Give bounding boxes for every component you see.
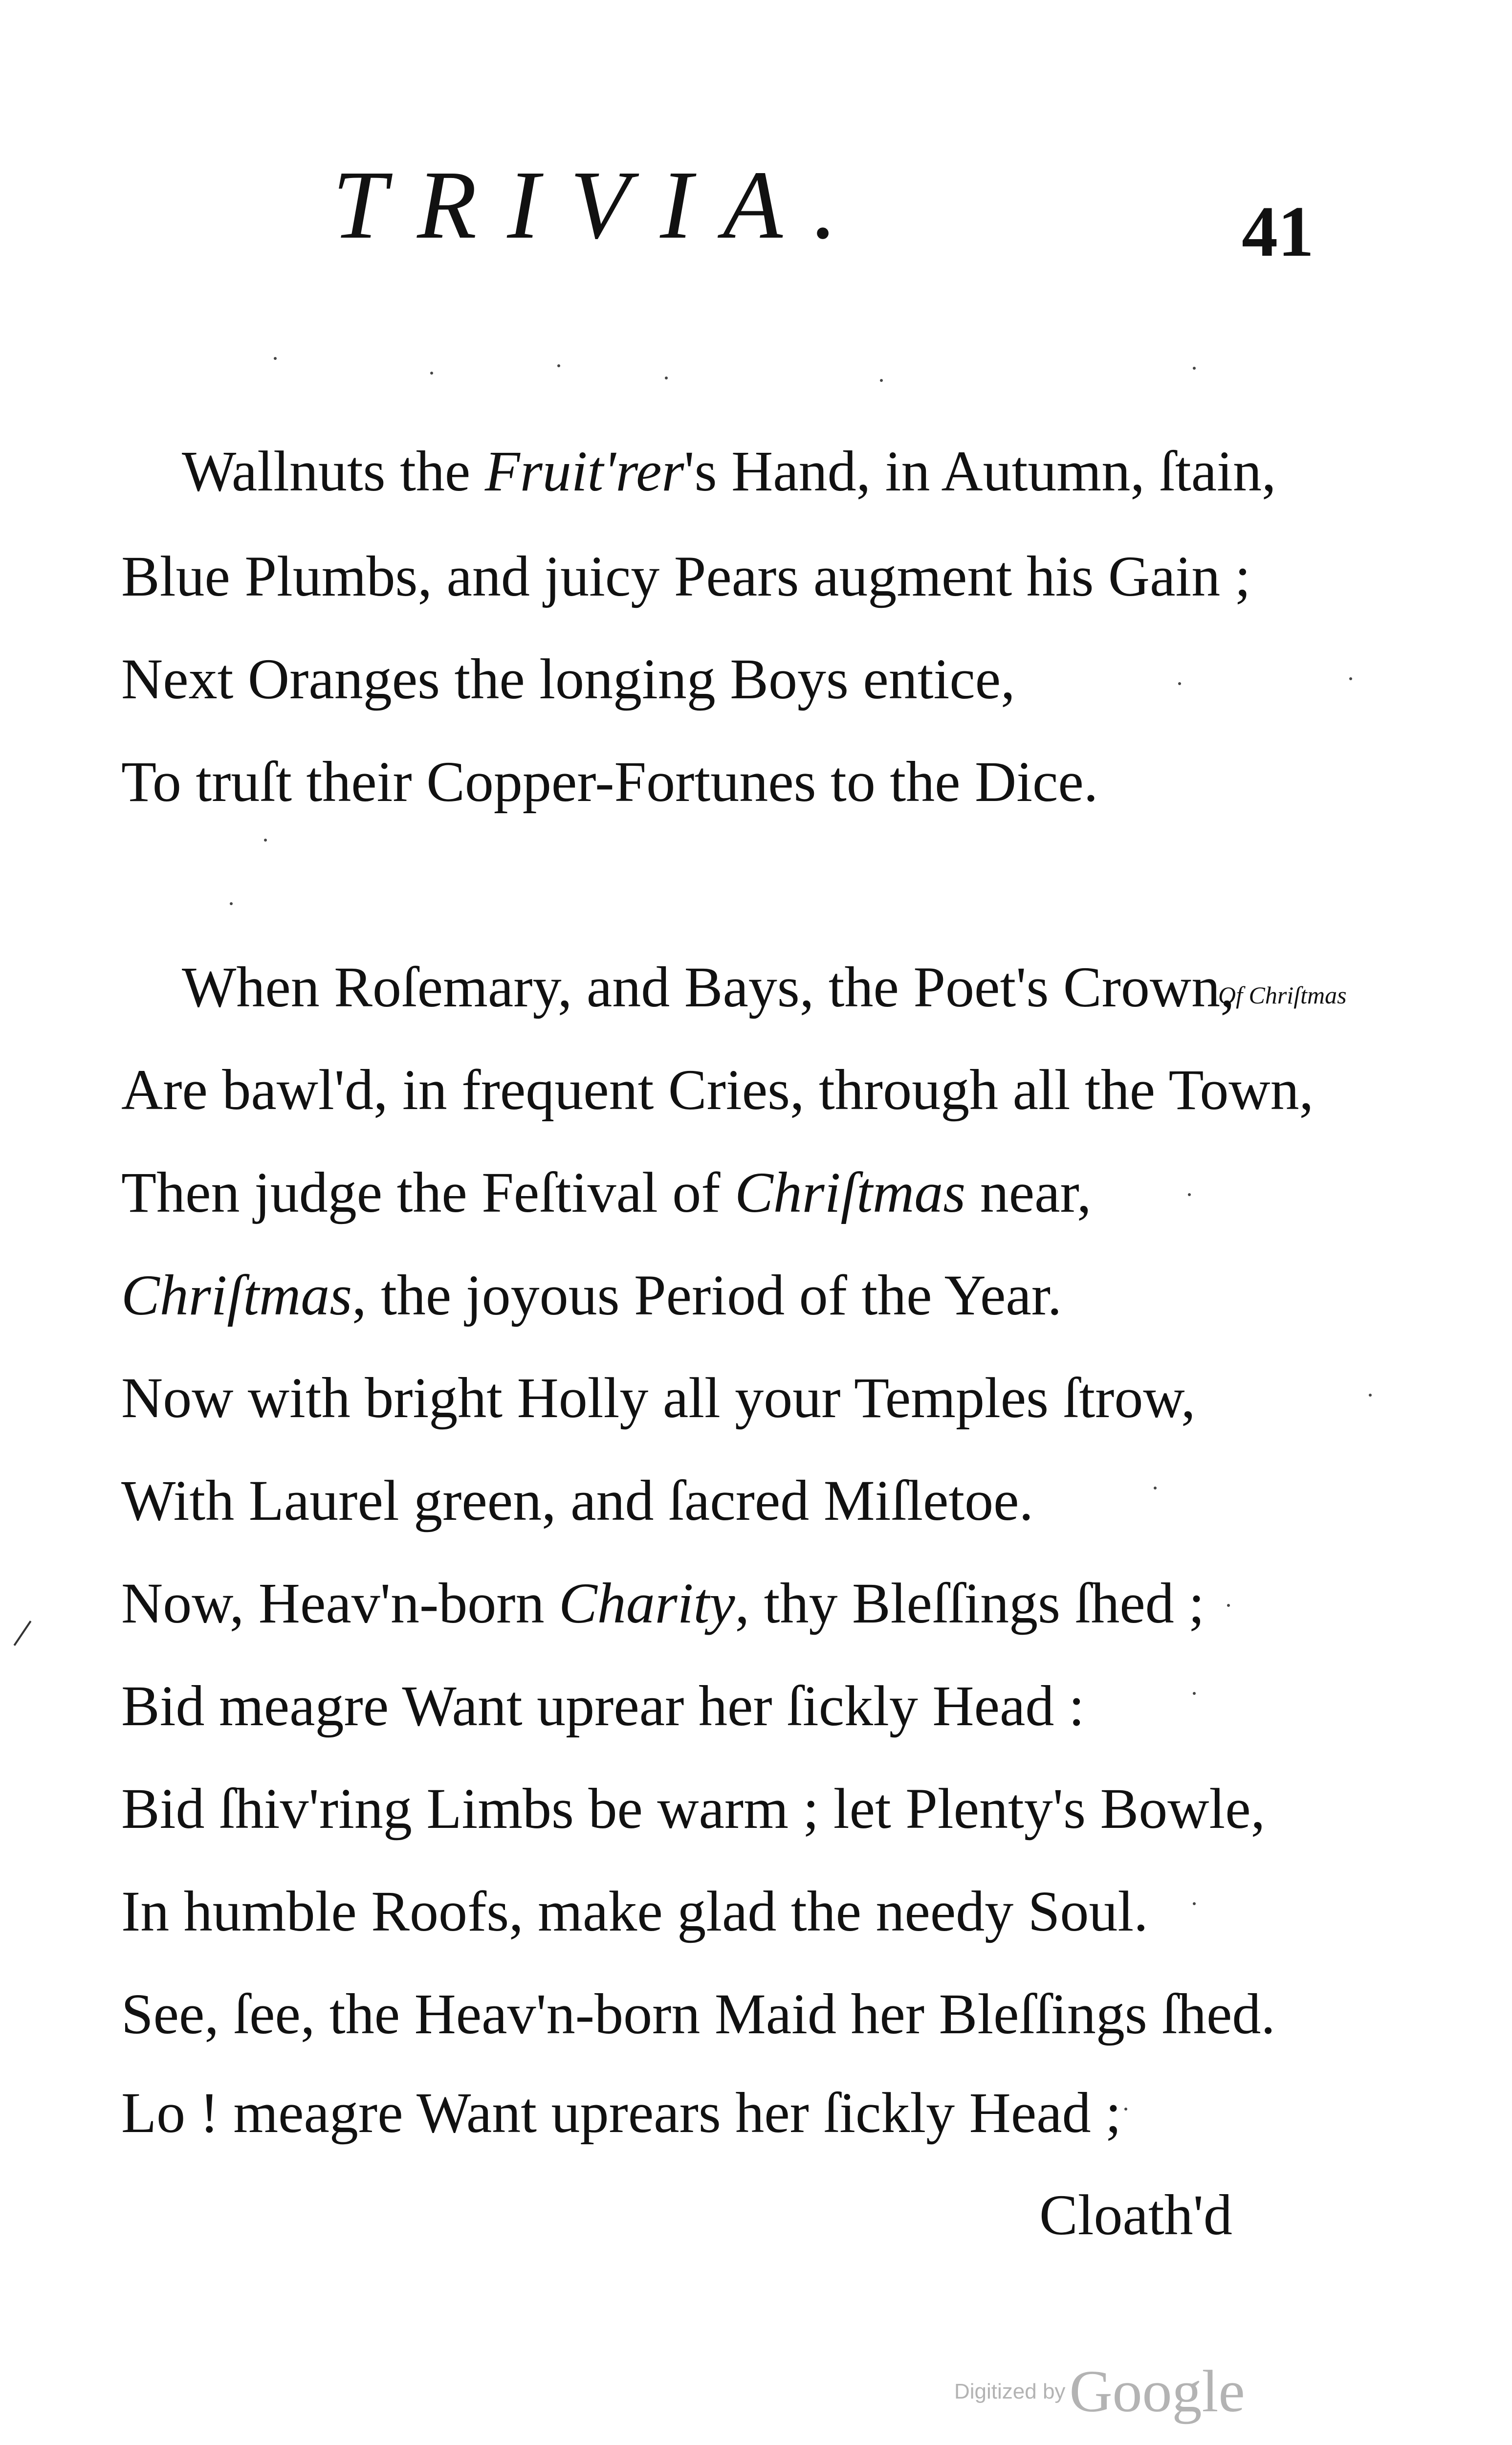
verse-line: Then judge the Feſtival of Chriſtmas near, [121,1160,1092,1224]
verse-line: See, ſee, the Heav'n-born Maid her Bleſſings ſhed. [121,1982,1275,2046]
verse-line: To truſt their Copper-Fortunes to the Dice. [121,750,1098,814]
scan-speck [1188,1193,1191,1196]
scan-speck [230,902,233,905]
scan-speck [1227,1604,1230,1607]
scan-speck [264,839,267,842]
scan-speck [430,372,433,375]
scan-speck [1369,1394,1372,1397]
scan-speck [274,357,277,360]
digitized-by-google-watermark [954,2358,1245,2424]
scan-speck [1193,1692,1196,1695]
verse-line: When Roſemary, and Bays, the Poet's Crown, [182,955,1235,1019]
verse-line: Blue Plumbs, and juicy Pears augment his Gain ; [121,544,1251,608]
scan-speck [880,379,883,382]
verse-line: With Laurel green, and ſacred Miſletoe. [121,1468,1034,1533]
margin-mark [14,1621,32,1646]
verse-line: Wallnuts the Fruit'rer's Hand, in Autumn, ſtain, [182,439,1276,503]
verse-line: Bid ſhiv'ring Limbs be warm ; let Plenty's Bowle, [121,1777,1266,1841]
page-number: 41 [1242,192,1314,272]
scan-speck [665,377,668,379]
verse-line: Chriſtmas, the joyous Period of the Year. [121,1263,1062,1327]
verse-line: Lo ! meagre Want uprears her ſickly Head ; [121,2081,1121,2145]
scan-speck [1193,367,1196,370]
verse-line: Next Oranges the longing Boys entice, [121,647,1015,711]
marginal-note: Of Chriſtmas [1218,981,1347,1009]
scan-speck [557,364,560,367]
digitized-by-label: Digitized by [954,2379,1066,2403]
running-title: TRIVIA. [332,151,868,259]
catchword: Cloath'd [1039,2183,1232,2247]
scan-speck [1124,2108,1127,2111]
scan-speck [1178,682,1181,685]
verse-line: Now with bright Holly all your Temples ſtrow, [121,1366,1196,1430]
google-logo: Google [1069,2358,1245,2424]
verse-line: Are bawl'd, in frequent Cries, through all the Town, [121,1058,1314,1122]
scan-speck [1154,1487,1157,1489]
verse-line: In humble Roofs, make glad the needy Soul. [121,1879,1148,1943]
scan-speck [1193,1902,1196,1905]
scan-speck [1349,677,1352,680]
verse-line: Bid meagre Want uprear her ſickly Head : [121,1674,1085,1738]
verse-line: Now, Heav'n-born Charity, thy Bleſſings ſhed ; [121,1571,1205,1635]
